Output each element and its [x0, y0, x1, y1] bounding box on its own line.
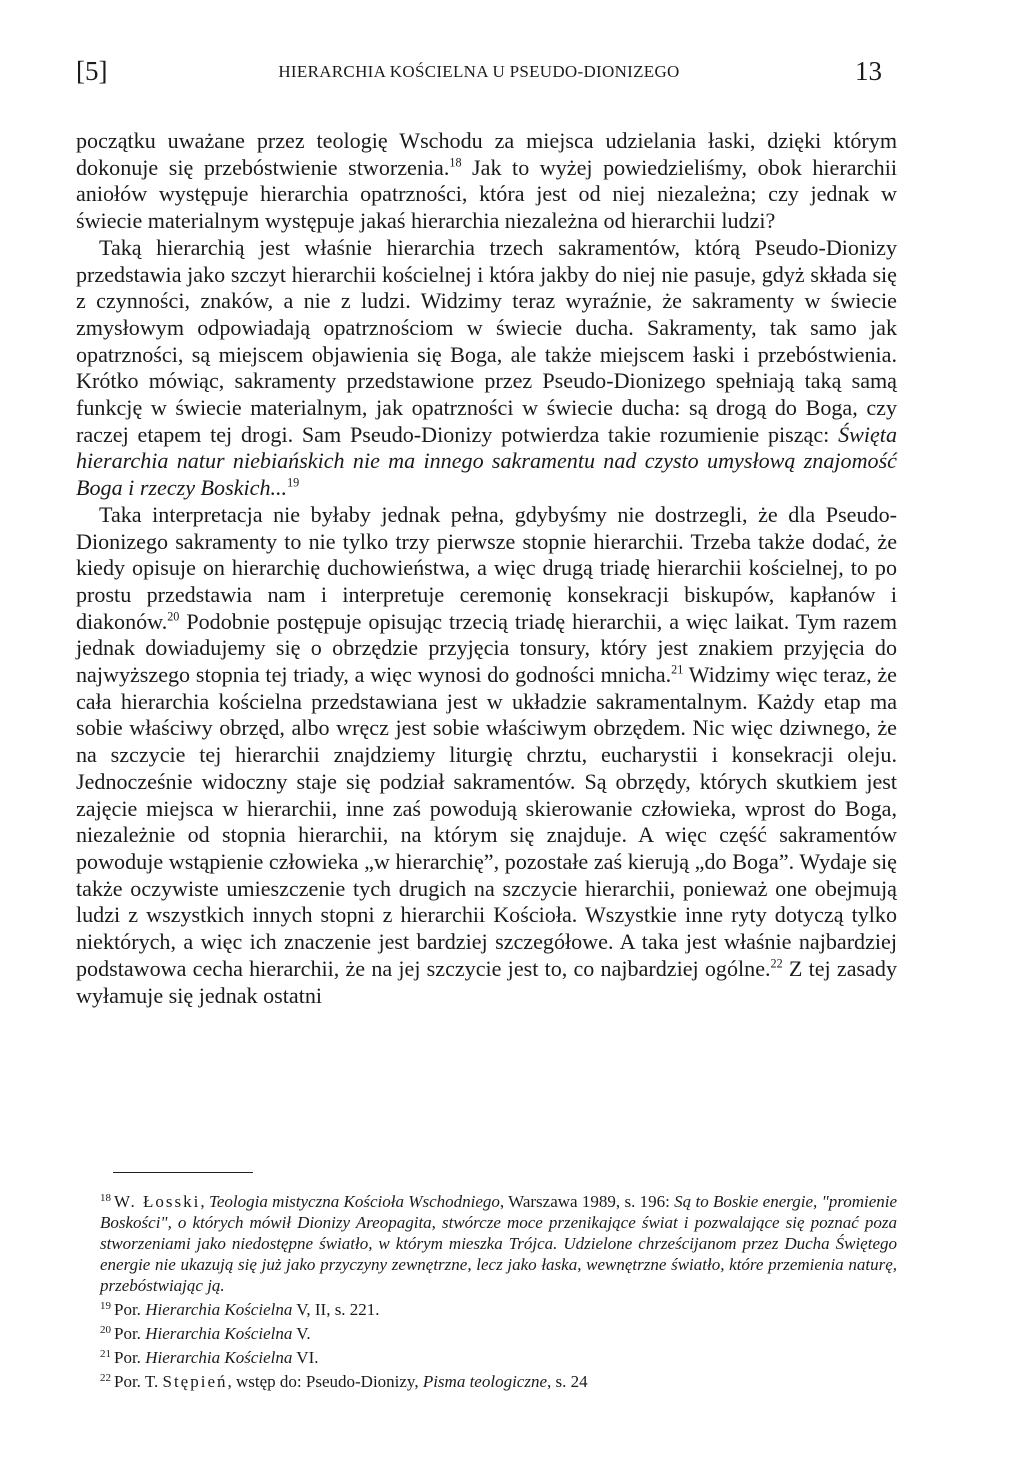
footnote-number: 20 — [100, 1324, 111, 1336]
footnote-title: Teologia mistyczna Kościoła Wschodniego — [208, 1192, 500, 1211]
main-text — [76, 128, 897, 1009]
paragraph-3-text-d: Z tej zasady wyłamuje się jednak ostatni — [76, 955, 897, 1008]
page-header — [76, 50, 882, 90]
footnote-author: Stępień — [162, 1372, 228, 1391]
footnote-title: Hierarchia Kościelna — [145, 1324, 293, 1343]
footnote-number: 18 — [100, 1192, 111, 1204]
page-number: 13 — [855, 56, 882, 86]
footnote-separator: , — [200, 1192, 209, 1211]
running-head: HIERARCHIA KOŚCIELNA U PSEUDO-DIONIZEGO — [278, 62, 680, 81]
footnote-suffix: VI. — [292, 1348, 319, 1367]
paragraph-3-text-c: Widzimy więc teraz, że cała hierarchia kościelna przedstawiana jest w układzie sakramentalnym. Każdy etap ma sobie właściwy obrzęd, albo wręcz jest sobie właściwym obrzędem. Nic więc dziwnego, że na szczycie tej hierarchii znajdziemy liturgię chrztu, eucharystii i konsekracji oleju. Jednocześnie widoczny staje się podział sakramentów. Są obrzędy, których skutkiem jest zajęcie miejsca w hierarchii, inne zaś powodują skierowanie człowieka, wprost do Boga, niezależnie od stopnia hierarchii, na którym się znajduje. A więc część sakramentów powoduje wstąpienie człowieka „w hierarchię”, pozostałe zaś kierują „do Boga”. Wydaje się także oczywiste umieszczenie tych drugich na szczycie hierarchii, ponieważ one obejmują ludzi z wszystkich innych stopni z hierarchii Kościoła. Wszystkie inne ryty dotyczą tylko niektórych, a więc ich znaczenie jest bardziej szczegółowe. A taka jest właśnie najbardziej podstawowa cecha hierarchii, że na jej szczycie jest to, co najbardziej ogólne. — [76, 662, 897, 981]
footnote-prefix: Por. — [114, 1300, 146, 1319]
footnote-suffix: , s. 24 — [547, 1372, 588, 1391]
paragraph-1-text-a: początku uważane przez teologię Wschodu za miejsca udzielania łaski, dzięki którym dokonuje się przebóstwienie stworzenia. — [76, 128, 897, 180]
footnote-divider — [113, 1172, 253, 1173]
footnote-number: 22 — [100, 1372, 111, 1384]
footnote-suffix: V, II, s. 221. — [292, 1300, 380, 1319]
footnote-19 — [100, 1296, 897, 1320]
footnote-suffix: V. — [292, 1324, 311, 1343]
paragraph-2-text: Taką hierarchią jest właśnie hierarchia trzech sakramentów, którą Pseudo-Dionizy przedstawia jako szczyt hierarchii kościelnej i która jakby do niej nie pasuje, gdyż składa się z czynności, znaków, a nie z ludzi. Widzimy teraz wyraźnie, że sakramenty w świecie zmysłowym odpowiadają opatrznościom w świecie ducha. Sakramenty, tak samo jak opatrzności, są miejscem objawienia się Boga, ale także miejscem łaski i przebóstwienia. Krótko mówiąc, sakramenty przedstawione przez Pseudo-Dionizego spełniają taką samą funkcję w świecie materialnym, jak opatrzności w świecie ducha: są drogą do Boga, czy raczej etapem tej drogi. Sam Pseudo-Dionizy potwierdza takie rozumienie pisząc: — [76, 234, 897, 447]
footnote-prefix: Por. — [114, 1348, 146, 1367]
paragraph-1-text-b: Jak to wyżej powiedzieliśmy, obok hierarchii aniołów występuje hierarchia opatrzności, która jest od niej niezależna; czy jednak w świecie materialnym występuje jakaś hierarchia niezależna od hierarchii ludzi? — [76, 154, 897, 234]
footnote-ref-21: 21 — [671, 662, 684, 677]
paragraph-1 — [76, 128, 897, 235]
paragraph-3-text-a: Taka interpretacja nie byłaby jednak pełna, gdybyśmy nie dostrzegli, że dla Pseudo-Dionizego sakramenty to nie tylko trzy pierwsze stopnie hierarchii. Trzeba także dodać, że kiedy opisuje on hierarchię duchowieństwa, a więc drugą triadę hierarchii kościelnej, to po prostu przedstawia nam i interpretuje ceremonię konsekracji biskupów, kapłanów i diakonów. — [76, 501, 897, 634]
footnote-title: Hierarchia Kościelna — [145, 1300, 293, 1319]
footnote-title: Hierarchia Kościelna — [145, 1348, 293, 1367]
footnote-prefix: Por. — [114, 1324, 146, 1343]
quotation: Święta hierarchia natur niebiańskich nie ma innego sakramentu nad czysto umysłową znajomość Boga i rzeczy Boskich... — [76, 421, 897, 501]
paragraph-2 — [76, 235, 897, 502]
footnote-number: 19 — [100, 1300, 111, 1312]
footnote-author: W. Łosski — [114, 1192, 201, 1211]
footnote-21 — [100, 1344, 897, 1368]
footnote-18 — [100, 1188, 897, 1296]
section-label: [5] — [76, 56, 108, 86]
footnote-middle: , wstęp do: Pseudo-Dionizy, — [227, 1372, 423, 1391]
footnote-ref-19: 19 — [287, 475, 300, 490]
footnotes — [100, 1188, 897, 1392]
footnote-22 — [100, 1368, 897, 1392]
footnote-title: Pisma teologiczne — [422, 1372, 547, 1391]
footnote-number: 21 — [100, 1348, 111, 1360]
footnote-ref-18: 18 — [449, 155, 462, 170]
footnote-ref-22: 22 — [770, 956, 783, 971]
footnote-20 — [100, 1320, 897, 1344]
footnote-ref-20: 20 — [167, 609, 180, 624]
paragraph-3 — [76, 502, 897, 1009]
footnote-publication: , Warszawa 1989, s. 196: — [499, 1192, 675, 1211]
footnote-quote: Są to Boskie energie, "promienie Boskości", o których mówił Dionizy Areopagita, stwórcze moce przenikające świat i pozwalające się poznać poza stworzeniami jako niedostępne światło, w którym mieszka Trójca. Udzielone chrześcijanom przez Ducha Świętego energie nie ukazują się już jako przyczyny zewnętrzne, lecz jako łaska, wewnętrzne światło, które przemienia naturę, przebóstwiając ją. — [100, 1192, 898, 1295]
footnote-prefix: Por. T. — [114, 1372, 163, 1391]
paragraph-3-text-b: Podobnie postępuje opisując trzecią triadę hierarchii, a więc laikat. Tym razem jednak dowiadujemy się o obrzędzie przyjęcia tonsury, który jest znakiem przyjęcia do najwyższego stopnia tej triady, a więc wynosi do godności mnicha. — [76, 608, 897, 688]
